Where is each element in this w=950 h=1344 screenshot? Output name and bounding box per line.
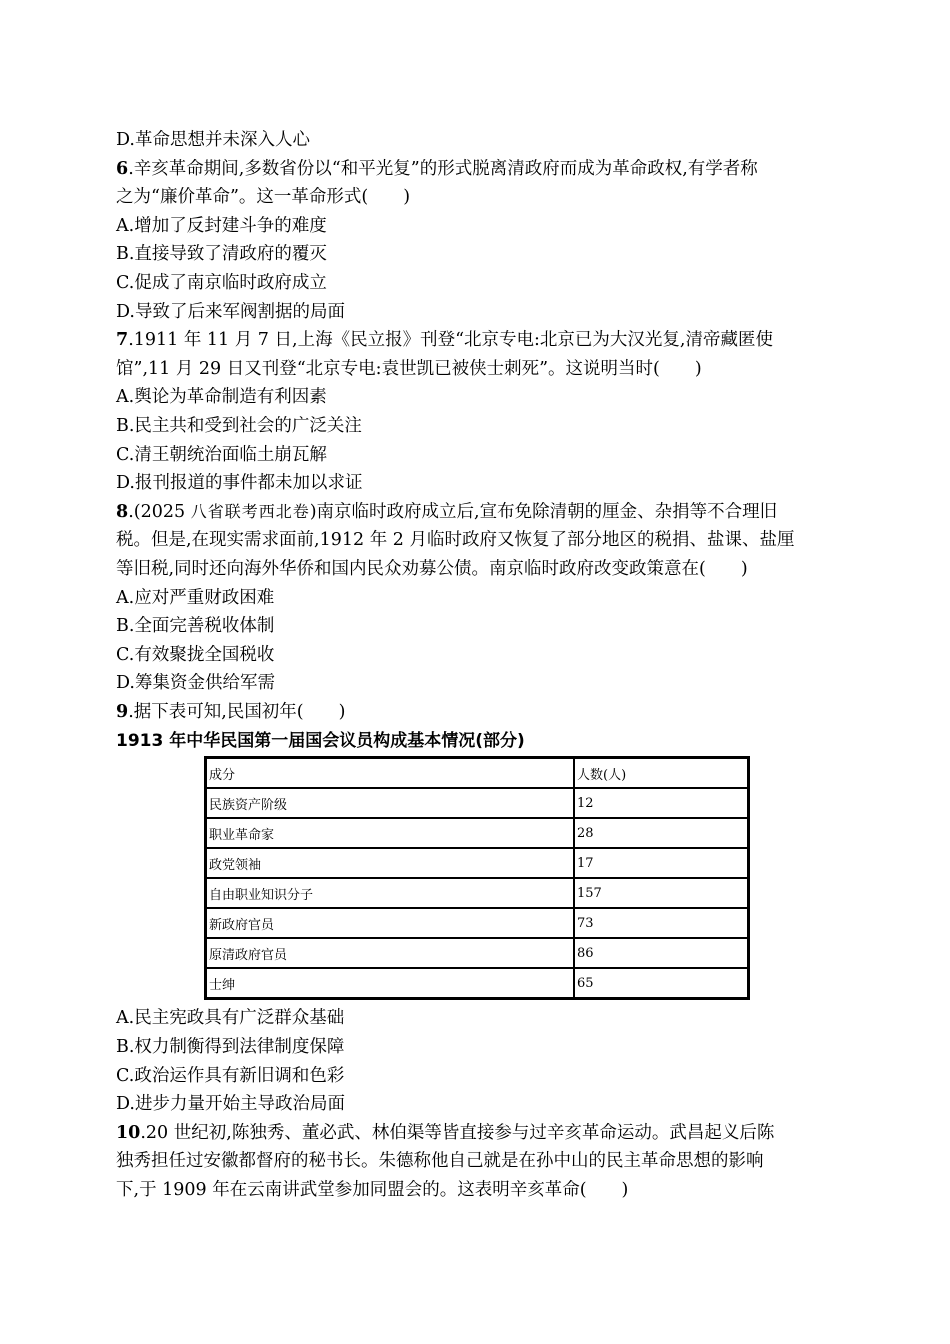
question-stem: .辛亥革命期间,多数省份以“和平光复”的形式脱离清政府而成为革命政权,有学者称	[128, 158, 758, 179]
question-8	[116, 498, 840, 698]
question-stem: .(2025	[128, 501, 191, 522]
table-cell: 157	[574, 878, 749, 908]
question-stem: 之为“廉价革命”。这一革命形式( )	[116, 187, 411, 208]
question-stem: 等旧税,同时还向海外华侨和国内民众劝募公债。南京临时政府改变政策意在( )	[116, 558, 748, 579]
table-cell: 士绅	[206, 968, 575, 999]
option-d: D.进步力量开始主导政治局面	[116, 1094, 345, 1115]
table-cell: 政党领袖	[206, 848, 575, 878]
option-b: B.民主共和受到社会的广泛关注	[116, 415, 362, 436]
question-stem: 馆”,11 月 29 日又刊登“北京专电:袁世凯已被侠士刺死”。这说明当时( )	[116, 358, 702, 379]
question-10	[116, 1119, 840, 1205]
table-cell: 原清政府官员	[206, 938, 575, 968]
option-c: C.促成了南京临时政府成立	[116, 272, 327, 293]
question-7	[116, 326, 840, 498]
question-number: 10	[116, 1122, 141, 1143]
table-header-row	[206, 758, 749, 789]
question-stem: .20 世纪初,陈独秀、董必武、林伯渠等皆直接参与过辛亥革命运动。武昌起义后陈	[140, 1122, 775, 1143]
option-d: D.筹集资金供给军需	[116, 673, 275, 694]
table-cell: 73	[574, 908, 749, 938]
table-cell: 65	[574, 968, 749, 999]
option-a: A.应对严重财政困难	[116, 587, 275, 608]
option-b: B.权力制衡得到法律制度保障	[116, 1037, 345, 1058]
exam-source: 八省联考西北卷	[190, 501, 310, 521]
option-d: D.导致了后来军阀割据的局面	[116, 301, 345, 322]
header-cell: 人数(人)	[574, 758, 749, 789]
question-stem: 税。但是,在现实需求面前,1912 年 2 月临时政府又恢复了部分地区的税捐、盐课、盐厘	[116, 530, 795, 551]
option-a: A.舆论为革命制造有利因素	[116, 387, 327, 408]
question-number: 8	[116, 501, 129, 522]
option-c: C.清王朝统治面临土崩瓦解	[116, 444, 327, 465]
table-row	[206, 878, 749, 908]
question-number: 7	[116, 330, 129, 351]
table-cell: 12	[574, 788, 749, 818]
table-row	[206, 938, 749, 968]
option-c: C.政治运作具有新旧调和色彩	[116, 1065, 345, 1086]
question-stem: )南京临时政府成立后,宣布免除清朝的厘金、杂捐等不合理旧	[309, 501, 778, 522]
question-6	[116, 155, 840, 327]
question-stem: .1911 年 11 月 7 日,上海《民立报》刊登“北京专电:北京已为大汉光复,清帝藏匿使	[128, 330, 773, 351]
option-b: B.全面完善税收体制	[116, 616, 275, 637]
question-stem: .据下表可知,民国初年( )	[128, 701, 346, 722]
table-cell: 职业革命家	[206, 818, 575, 848]
table-cell: 自由职业知识分子	[206, 878, 575, 908]
table-cell: 86	[574, 938, 749, 968]
table-row	[206, 818, 749, 848]
table-row	[206, 968, 749, 999]
option-a: A.增加了反封建斗争的难度	[116, 215, 327, 236]
question-stem: 下,于 1909 年在云南讲武堂参加同盟会的。这表明辛亥革命( )	[116, 1180, 629, 1201]
table-row	[206, 848, 749, 878]
question-9	[116, 698, 840, 1119]
table-cell: 17	[574, 848, 749, 878]
page-content	[116, 126, 840, 1205]
question-number: 6	[116, 158, 129, 179]
header-cell: 成分	[206, 758, 575, 789]
table-cell: 新政府官员	[206, 908, 575, 938]
question-number: 9	[116, 701, 129, 722]
option-a: A.民主宪政具有广泛群众基础	[116, 1008, 345, 1029]
table-cell: 民族资产阶级	[206, 788, 575, 818]
table-row	[206, 908, 749, 938]
table-row	[206, 788, 749, 818]
option-c: C.有效聚拢全国税收	[116, 644, 275, 665]
option-d-prev: D.革命思想并未深入人心	[116, 130, 310, 150]
table-caption: 1913 年中华民国第一届国会议员构成基本情况(部分)	[116, 731, 525, 752]
table-cell: 28	[574, 818, 749, 848]
question-stem: 独秀担任过安徽都督府的秘书长。朱德称他自己就是在孙中山的民主革命思想的影响	[116, 1151, 764, 1172]
option-d: D.报刊报道的事件都未加以求证	[116, 473, 363, 494]
data-table	[204, 756, 750, 1000]
option-b: B.直接导致了清政府的覆灭	[116, 244, 327, 265]
